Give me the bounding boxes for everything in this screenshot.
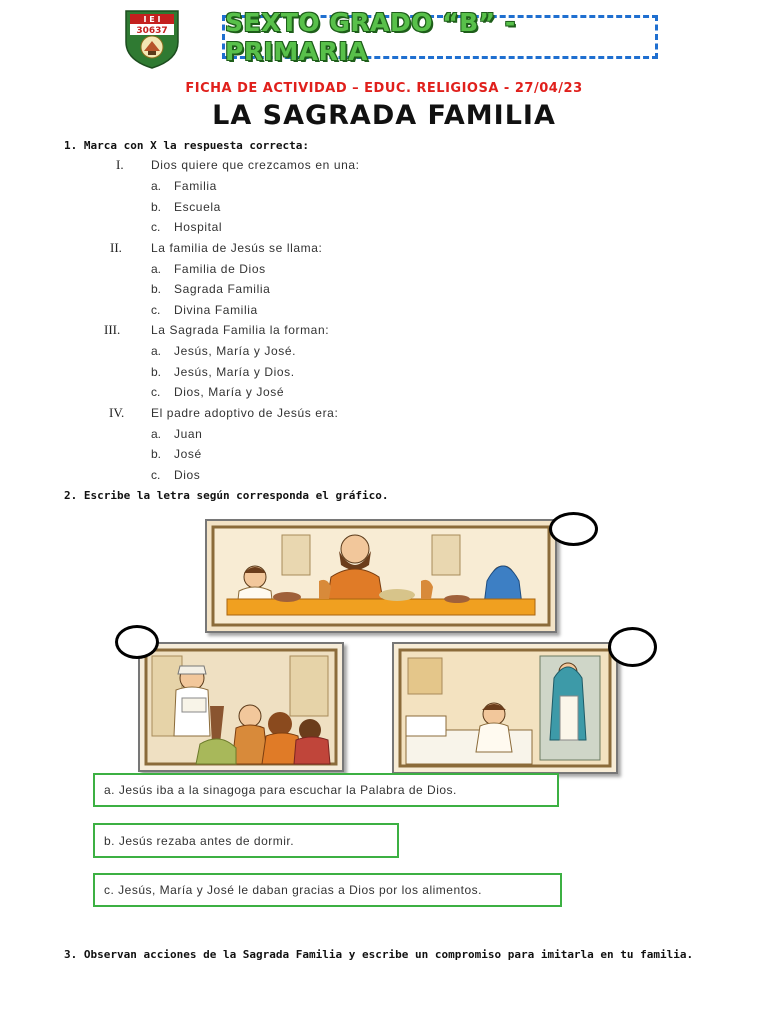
question-2-numeral: II. (110, 240, 122, 255)
question-3-text: La Sagrada Familia la forman: (151, 323, 330, 337)
q3-option-c-letter: c. (151, 385, 161, 399)
question-1-numeral: I. (116, 157, 124, 172)
q4-option-a[interactable]: Juan (174, 427, 203, 441)
q1-option-a[interactable]: Familia (174, 179, 217, 193)
activity-subtitle: FICHA DE ACTIVIDAD – EDUC. RELIGIOSA - 27/04/23 (185, 81, 583, 96)
q2-option-b-letter: b. (151, 282, 162, 296)
question-3-numeral: III. (104, 322, 121, 337)
sentence-b: b. Jesús rezaba antes de dormir. (93, 823, 399, 858)
section-1-heading: 1. Marca con X la respuesta correcta: (64, 139, 310, 152)
q1-option-c[interactable]: Hospital (174, 220, 223, 234)
q1-option-b[interactable]: Escuela (174, 200, 221, 214)
answer-oval-bedtime[interactable] (608, 627, 657, 667)
sentence-c: c. Jesús, María y José le daban gracias a Dios por los alimentos. (93, 873, 562, 907)
school-logo (122, 8, 182, 70)
sentence-a: a. Jesús iba a la sinagoga para escuchar la Palabra de Dios. (93, 773, 559, 807)
grade-title: SEXTO GRADO “B” - PRIMARIA (225, 8, 516, 66)
q2-option-a-letter: a. (151, 262, 162, 276)
q3-option-b-letter: b. (151, 365, 162, 379)
q2-option-c-letter: c. (151, 303, 161, 317)
grade-banner (222, 8, 658, 66)
question-2-text: La familia de Jesús se llama: (151, 241, 323, 255)
q2-option-a[interactable]: Familia de Dios (174, 262, 266, 276)
answer-oval-synagogue[interactable] (115, 625, 159, 659)
q1-option-b-letter: b. (151, 200, 162, 214)
q4-option-c-letter: c. (151, 468, 161, 482)
page-title: LA SAGRADA FAMILIA (212, 100, 556, 131)
q1-option-c-letter: c. (151, 220, 161, 234)
question-4-text: El padre adoptivo de Jesús era: (151, 406, 339, 420)
bedtime-prayer-illustration (392, 642, 618, 774)
logo-number: 30637 (136, 26, 168, 36)
answer-oval-meal[interactable] (549, 512, 598, 546)
question-1-text: Dios quiere que crezcamos en una: (151, 158, 360, 172)
q2-option-c[interactable]: Divina Familia (174, 303, 258, 317)
q3-option-a[interactable]: Jesús, María y José. (174, 344, 297, 358)
logo-text: I E I (143, 15, 161, 24)
q2-option-b[interactable]: Sagrada Familia (174, 282, 271, 296)
question-4-numeral: IV. (109, 405, 125, 420)
q4-option-a-letter: a. (151, 427, 162, 441)
q3-option-a-letter: a. (151, 344, 162, 358)
q3-option-b[interactable]: Jesús, María y Dios. (174, 365, 295, 379)
family-meal-illustration (205, 519, 557, 633)
synagogue-illustration (138, 642, 344, 772)
q1-option-a-letter: a. (151, 179, 162, 193)
section-2-heading: 2. Escribe la letra según corresponda el gráfico. (64, 489, 389, 502)
q4-option-b-letter: b. (151, 447, 162, 461)
q4-option-b[interactable]: José (174, 447, 202, 461)
section-3-heading: 3. Observan acciones de la Sagrada Familia y escribe un compromiso para imitarla en tu familia. (64, 948, 694, 961)
q3-option-c[interactable]: Dios, María y José (174, 385, 285, 399)
q4-option-c[interactable]: Dios (174, 468, 201, 482)
